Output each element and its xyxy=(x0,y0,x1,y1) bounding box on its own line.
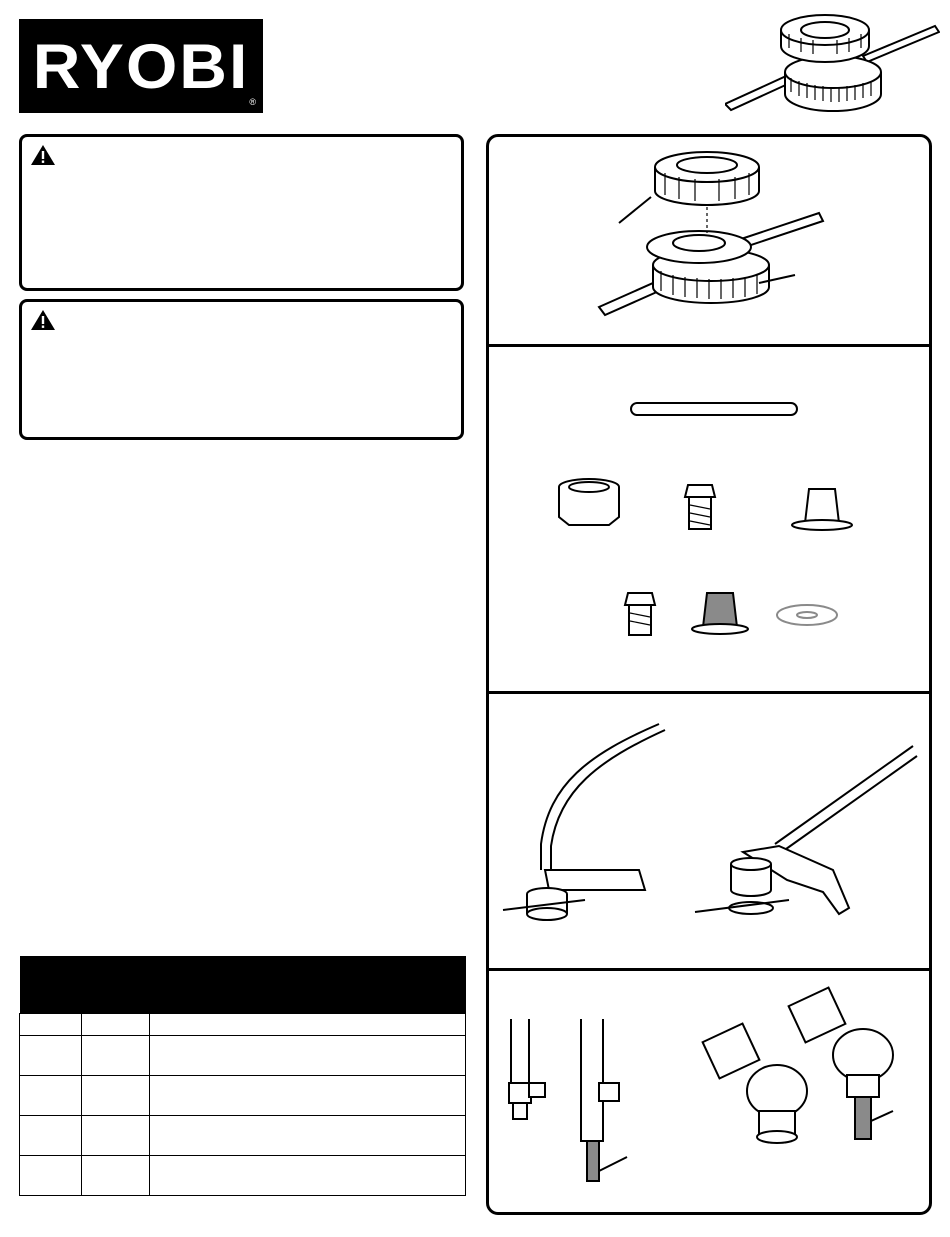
figure-panel xyxy=(486,134,932,1215)
figure-loose-parts xyxy=(489,347,929,691)
logo-text: RYOBI xyxy=(32,30,250,102)
ryobi-logo xyxy=(19,19,263,113)
warning-box-2 xyxy=(19,299,464,440)
warning-triangle-icon xyxy=(30,144,56,166)
figure-shaft-detail xyxy=(489,971,929,1215)
figure-exploded-head xyxy=(489,137,929,344)
exploded-head-illustration xyxy=(489,137,929,344)
table-row xyxy=(20,1076,466,1116)
product-hero-illustration xyxy=(725,12,940,124)
shaft-detail-illustration xyxy=(489,971,929,1215)
figure-installed-trimmers xyxy=(489,694,929,968)
table-row xyxy=(20,1156,466,1196)
loose-parts-illustration xyxy=(489,347,929,691)
warning-triangle-icon xyxy=(30,309,56,331)
table-row xyxy=(20,1036,466,1076)
table-row xyxy=(20,1014,466,1036)
parts-table xyxy=(19,956,466,1196)
registered-mark: ® xyxy=(249,97,256,107)
parts-table-header xyxy=(20,956,466,1014)
warning-box-1 xyxy=(19,134,464,291)
installed-trimmers-illustration xyxy=(489,694,929,968)
table-row xyxy=(20,1116,466,1156)
